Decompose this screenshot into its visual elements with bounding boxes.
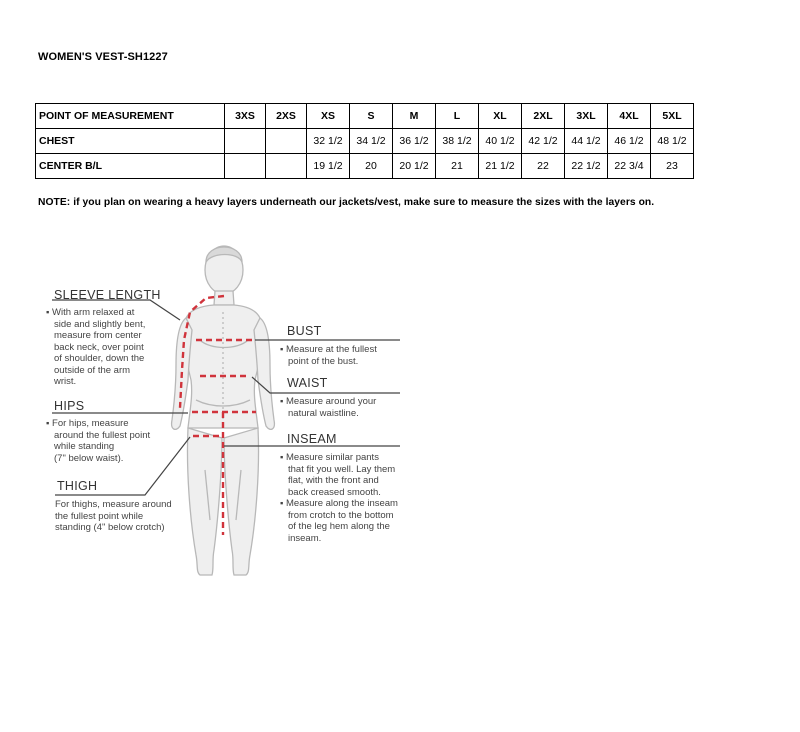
waist-heading: WAIST xyxy=(287,376,328,390)
header-cell: 2XS xyxy=(266,104,307,129)
bust-description xyxy=(280,344,377,367)
table-cell: 44 1/2 xyxy=(565,129,608,154)
inseam-heading: INSEAM xyxy=(287,432,337,446)
header-cell: XS xyxy=(307,104,350,129)
header-cell: 3XS xyxy=(225,104,266,129)
description-line: measure from center xyxy=(54,330,142,341)
layering-note: NOTE: if you plan on wearing a heavy layers underneath our jackets/vest, make sure to measure the sizes with the layers on. xyxy=(38,197,655,208)
row-label: CENTER B/L xyxy=(36,154,225,179)
description-line: side and slightly bent, xyxy=(54,318,146,330)
table-cell: 36 1/2 xyxy=(393,129,436,154)
description-line: ▪ Measure at the fullest xyxy=(280,344,377,355)
table-cell: 23 xyxy=(651,154,694,179)
description-line: around the fullest point xyxy=(54,429,151,441)
header-cell: M xyxy=(393,104,436,129)
description-line: ▪ With arm relaxed at xyxy=(46,307,135,318)
table-cell: 48 1/2 xyxy=(651,129,694,154)
thigh-heading: THIGH xyxy=(57,479,98,493)
table-cell: 38 1/2 xyxy=(436,129,479,154)
header-cell: L xyxy=(436,104,479,129)
description-line: flat, with the front and xyxy=(288,475,379,486)
description-line: For thighs, measure around xyxy=(55,499,172,510)
description-line: ▪ Measure around your xyxy=(280,396,377,407)
hips-description xyxy=(46,418,150,464)
table-cell: 22 1/2 xyxy=(565,154,608,179)
description-line: outside of the arm xyxy=(54,364,131,376)
header-cell: 4XL xyxy=(608,104,651,129)
description-line: that fit you well. Lay them xyxy=(288,463,396,475)
table-cell: 42 1/2 xyxy=(522,129,565,154)
bust-heading: BUST xyxy=(287,324,322,338)
description-line: natural waistline. xyxy=(288,407,359,419)
sleeve-length-heading: SLEEVE LENGTH xyxy=(54,288,161,302)
description-line: the fullest point while xyxy=(55,510,144,522)
table-cell: 34 1/2 xyxy=(350,129,393,154)
header-cell: 5XL xyxy=(651,104,694,129)
inseam-description xyxy=(280,452,398,544)
table-cell: 19 1/2 xyxy=(307,154,350,179)
sleeve-length-description xyxy=(46,307,145,388)
table-cell: 40 1/2 xyxy=(479,129,522,154)
description-line: of shoulder, down the xyxy=(54,353,145,364)
description-line: standing (4" below crotch) xyxy=(55,522,165,533)
description-line: while standing xyxy=(54,441,115,452)
description-line: ▪ For hips, measure xyxy=(46,418,129,429)
description-line: wrist. xyxy=(54,376,77,387)
description-line: (7" below waist). xyxy=(54,452,124,464)
table-cell: 21 1/2 xyxy=(479,154,522,179)
description-line: point of the bust. xyxy=(288,355,359,367)
hips-heading: HIPS xyxy=(54,399,85,413)
waist-description xyxy=(280,396,376,419)
header-cell: POINT OF MEASUREMENT xyxy=(36,104,225,129)
description-line: from crotch to the bottom xyxy=(288,509,394,521)
description-line: inseam. xyxy=(288,532,322,544)
header-cell: S xyxy=(350,104,393,129)
row-label: CHEST xyxy=(36,129,225,154)
table-cell: 20 1/2 xyxy=(393,154,436,179)
header-cell: XL xyxy=(479,104,522,129)
description-line: ▪ Measure along the inseam xyxy=(280,498,398,509)
header-cell: 3XL xyxy=(565,104,608,129)
table-cell: 32 1/2 xyxy=(307,129,350,154)
page-title: WOMEN'S VEST-SH1227 xyxy=(38,51,168,63)
description-line: back neck, over point xyxy=(54,341,144,353)
header-cell: 2XL xyxy=(522,104,565,129)
thigh-description xyxy=(55,499,172,534)
table-cell: 20 xyxy=(350,154,393,179)
table-cell: 22 3/4 xyxy=(608,154,651,179)
description-line: back creased smooth. xyxy=(288,486,381,498)
table-cell: 22 xyxy=(522,154,565,179)
description-line: of the leg hem along the xyxy=(288,521,390,532)
table-cell: 46 1/2 xyxy=(608,129,651,154)
description-line: ▪ Measure similar pants xyxy=(280,452,379,463)
table-cell: 21 xyxy=(436,154,479,179)
